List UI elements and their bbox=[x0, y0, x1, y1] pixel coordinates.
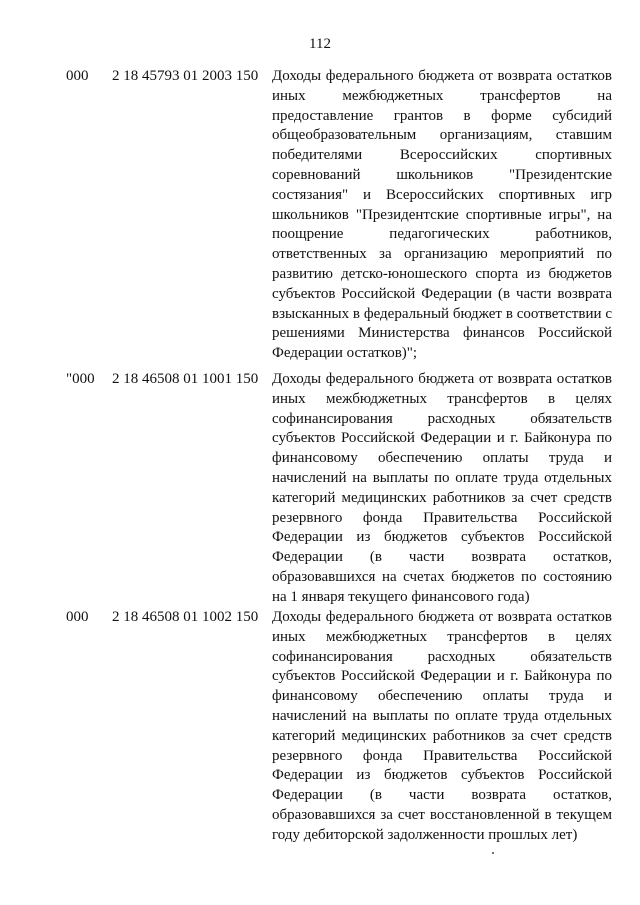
budget-code-entry bbox=[0, 67, 640, 370]
administrator-code: "000 bbox=[66, 371, 95, 387]
income-description: Доходы федерального бюджета от возврата остатков иных межбюджетных трансфертов в целях софинансирования расходных обязательств субъектов Российской Федерации и г. Байконура по финансовому обеспечению оплаты труда и начислений на выплаты по оплате труда отдельных категорий медицинских работников за счет средств резервного фонда Правительства Российской Федерации из бюджетов субъектов Российской Федерации (в части возврата остатков, образовавшихся на счетах бюджетов по состоянию на 1 января текущего финансового года) bbox=[272, 371, 612, 605]
budget-code-entry bbox=[0, 370, 640, 608]
budget-code-entry bbox=[0, 608, 640, 848]
classification-code: 2 18 46508 01 1002 150 bbox=[112, 609, 259, 625]
income-description: Доходы федерального бюджета от возврата остатков иных межбюджетных трансфертов в целях софинансирования расходных обязательств субъектов Российской Федерации и г. Байконура по финансовому обеспечению оплаты труда и начислений на выплаты по оплате труда отдельных категорий медицинских работников за счет средств резервного фонда Правительства Российской Федерации из бюджетов субъектов Российской Федерации (в части возврата остатков, образовавшихся за счет восстановленной в текущем году дебиторской задолженности прошлых лет) bbox=[272, 609, 612, 843]
administrator-code: 000 bbox=[66, 609, 89, 625]
page-number: 112 bbox=[309, 36, 331, 52]
budget-code-list bbox=[0, 67, 640, 848]
scan-speck bbox=[492, 852, 494, 854]
administrator-code: 000 bbox=[66, 68, 89, 84]
classification-code: 2 18 46508 01 1001 150 bbox=[112, 371, 259, 387]
income-description: Доходы федерального бюджета от возврата остатков иных межбюджетных трансфертов на предоставление грантов в форме субсидий общеобразовательным организациям, ставшим победителями Всероссийских спортивных соревнований школьников "Президентские состязания" и Всероссийских спортивных игр школьников "Президентские спортивные игры", на поощрение педагогических работников, ответственных за организацию мероприятий по развитию детско-юношеского спорта из бюджетов субъектов Российской Федерации (в части возврата взысканных в федеральный бюджет в соответствии с решениями Министерства финансов Российской Федерации остатков)"; bbox=[272, 68, 612, 362]
classification-code: 2 18 45793 01 2003 150 bbox=[112, 68, 259, 84]
